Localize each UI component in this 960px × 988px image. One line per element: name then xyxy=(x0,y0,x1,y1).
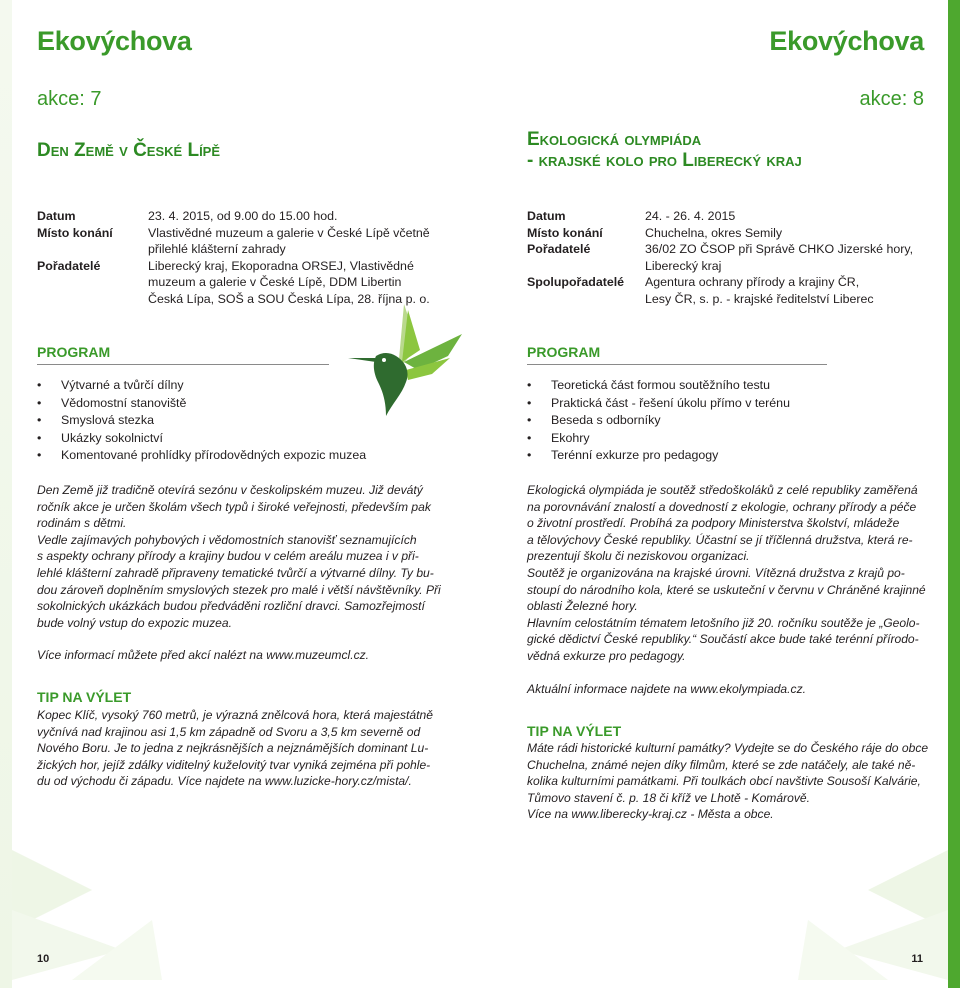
series-title: Ekovýchova xyxy=(37,26,192,56)
list-item: • Komentované prohlídky přírodovědných expozic muzea xyxy=(37,447,366,465)
decorative-triangles xyxy=(798,850,948,980)
list-item: • Vědomostní stanoviště xyxy=(37,395,366,413)
poradatele-line: muzeum a galerie v České Lípě, DDM Libertin xyxy=(148,275,402,289)
program-list xyxy=(527,377,790,465)
description-line: a tělovýchovy České republiky. Účastní se jí tříčlenná družstva, která re- xyxy=(527,532,913,547)
event-title: Den Země v České Lípě xyxy=(37,140,221,161)
list-item: • Teoretická část formou soutěžního testu xyxy=(527,377,790,395)
akce-number: akce: 7 xyxy=(37,88,102,110)
event-info xyxy=(37,208,457,308)
description-line: na porovnávání znalostí a dovedností z ekologie, ochrany přírody a péče xyxy=(527,499,917,514)
spolu-label: Spolupořadatelé xyxy=(527,275,625,289)
description-line: rodinám s dětmi. xyxy=(37,516,127,531)
description-line: oblasti Železné hory. xyxy=(527,599,638,614)
description-line: o životní prostředí. Probíhá za podpory Ministerstva školství, mládeže xyxy=(527,516,900,531)
tip-line: Máte rádi historické kulturní památky? Vydejte se do Českého ráje do obce xyxy=(527,741,929,755)
more-info: Více informací můžete před akcí nalézt na www.muzeumcl.cz. xyxy=(37,648,370,663)
poradatele-line: 36/02 ZO ČSOP při Správě CHKO Jizerské hory, xyxy=(645,242,914,256)
description-line: Soutěž je organizována na krajské úrovni. Vítězná družstva z krajů po- xyxy=(527,565,905,580)
akce-number: akce: 8 xyxy=(859,88,924,110)
tip-line: Tůmovo stavení č. p. 18 či kříž ve Lhotě - Komárově. xyxy=(527,790,810,805)
series-title: Ekovýchova xyxy=(769,26,924,56)
description-line: Vedle zajímavých pohybových i vědomostních stanovišť seznamujících xyxy=(37,532,417,547)
description-line: vědná exkurze pro pedagogy. xyxy=(527,648,686,663)
poradatele-line: Liberecký kraj, Ekoporadna ORSEJ, Vlastivědné xyxy=(148,258,414,273)
misto-line: Vlastivědné muzeum a galerie v České Lípě včetně xyxy=(148,225,430,240)
tip-line: Nového Boru. Je to jedna z nejkrásnějších a nejznámějších dominant Lu- xyxy=(37,741,429,756)
poradatele-line: Česká Lípa, SOŠ a SOU Česká Lípa, 28. října p. o. xyxy=(148,291,430,306)
datum-value: 23. 4. 2015, od 9.00 do 15.00 hod. xyxy=(148,209,338,223)
tip-heading: TIP NA VÝLET xyxy=(527,723,622,739)
description-line: Den Země již tradičně otevírá sezónu v českolipském muzeu. Již devátý xyxy=(37,483,423,497)
misto-label: Místo konání xyxy=(527,225,603,240)
tip-line: Více na www.liberecky-kraj.cz - Města a obce. xyxy=(527,807,774,822)
description-line: ročník akce je určen školám všech typů i široké veřejnosti, především pak xyxy=(37,499,431,514)
description-line: stoupí do národního kola, které se uskuteční v červnu v Chráněné krajinné xyxy=(527,582,926,597)
misto-value: Chuchelna, okres Semily xyxy=(645,225,783,240)
misto-line: přilehlé klášterní zahrady xyxy=(148,242,286,256)
description-line: sokolnických ukázkách budou předváděni rozliční dravci. Samozřejmostí xyxy=(37,599,425,614)
right-page xyxy=(480,0,960,988)
page-number: 10 xyxy=(37,953,50,965)
description-line: Ekologická olympiáda je soutěž středoškoláků z celé republiky zaměřená xyxy=(527,483,918,497)
tip-line: kolika kulturními památkami. Při toulkách obcí navštivte Sousoší Kalvárie, xyxy=(527,774,921,789)
tip-text xyxy=(527,740,939,823)
page-number: 11 xyxy=(911,953,923,965)
event-info xyxy=(527,208,937,308)
list-item: • Ukázky sokolnictví xyxy=(37,430,366,448)
datum-label: Datum xyxy=(37,209,76,223)
list-item: • Smyslová stezka xyxy=(37,412,366,430)
description-line: Hlavním celostátním tématem letošního již 20. ročníku soutěže je „Geolo- xyxy=(527,615,920,630)
more-info: Aktuální informace najdete na www.ekolympiada.cz. xyxy=(527,681,806,696)
program-rule xyxy=(527,364,827,365)
tip-line: žických hor, jejíž zdálky viditelný kuželovitý tvar vyniká zejména při pohle- xyxy=(37,757,431,772)
list-item: • Ekohry xyxy=(527,430,790,448)
description-line: s aspekty ochrany přírody a krajiny budou v celém areálu muzea i v při- xyxy=(37,549,419,564)
list-item: • Terénní exkurze pro pedagogy xyxy=(527,447,790,465)
description-line: bude volný vstup do expozic muzea. xyxy=(37,615,232,630)
description-line: dou zároveň doplněním smyslových stezek pro malé i větší návštěvníky. Při xyxy=(37,582,441,597)
misto-label: Místo konání xyxy=(37,225,113,240)
list-item: • Beseda s odborníky xyxy=(527,412,790,430)
poradatele-line: Liberecký kraj xyxy=(645,258,722,273)
spolu-line: Lesy ČR, s. p. - krajské ředitelství Liberec xyxy=(645,291,874,306)
event-title-line: - krajské kolo pro Liberecký kraj xyxy=(527,150,802,171)
event-title xyxy=(527,129,802,171)
right-side-bar xyxy=(948,0,960,988)
datum-value: 24. - 26. 4. 2015 xyxy=(645,209,736,223)
decorative-triangles xyxy=(12,850,162,980)
spolu-line: Agentura ochrany přírody a krajiny ČR, xyxy=(645,275,860,289)
description-line: prezentují školu či neziskovou organizaci. xyxy=(527,549,750,564)
list-item: • Praktická část - řešení úkolu přímo v terénu xyxy=(527,395,790,413)
program-heading: PROGRAM xyxy=(527,344,601,360)
event-title-line: Ekologická olympiáda xyxy=(527,129,702,150)
tip-line: du od východu či západu. Více najdete na www.luzicke-hory.cz/mista/. xyxy=(37,774,412,789)
list-item: • Výtvarné a tvůrčí dílny xyxy=(37,377,366,395)
tip-line: Kopec Klíč, vysoký 760 metrů, je výrazná znělcová hora, která majestátně xyxy=(37,708,433,722)
left-side-bar xyxy=(0,0,12,988)
tip-text xyxy=(37,707,457,790)
tip-line: vyčnívá nad krajinou asi 1,5 km západně od Svoru a 3,5 km severně od xyxy=(37,724,421,739)
datum-label: Datum xyxy=(527,209,566,223)
poradatele-label: Pořadatelé xyxy=(37,258,101,273)
description xyxy=(527,482,939,697)
tip-line: Chuchelna, známé nejen díky filmům, které se zde natáčely, ale také ně- xyxy=(527,757,916,772)
poradatele-label: Pořadatelé xyxy=(527,242,591,256)
description-line: lehlé klášterní zahradě připraveny tematické tvůrčí a výtvarné dílny. Ty bu- xyxy=(37,565,434,580)
program-heading: PROGRAM xyxy=(37,344,111,360)
program-rule xyxy=(37,364,329,365)
description-line: gické dědictví České republiky.“ Součástí akce bude také terénní přírodo- xyxy=(527,632,919,647)
description xyxy=(37,482,457,664)
program-list xyxy=(37,377,366,465)
tip-heading: TIP NA VÝLET xyxy=(37,689,132,705)
